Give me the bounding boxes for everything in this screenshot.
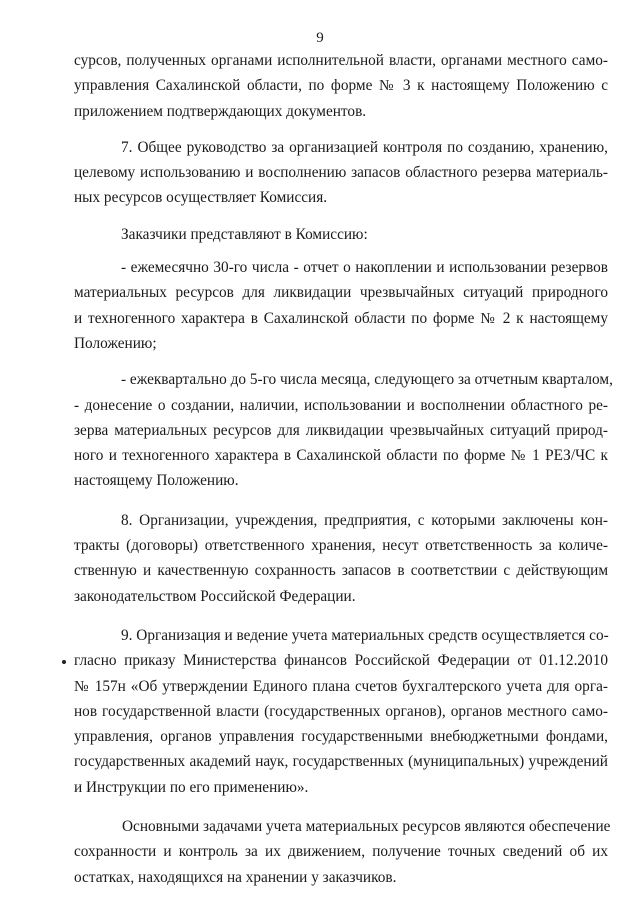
text-line: законодательством Российской Федерации.: [74, 587, 356, 605]
text-line: остатках, находящихся на хранении у заказчиков.: [74, 868, 397, 886]
paragraph-continuation: [74, 48, 608, 124]
text-line: Положению;: [74, 334, 157, 352]
text-line: 7. Общее руководство за организацией контроля по созданию, хранению,: [121, 138, 608, 156]
paragraph-8: [74, 508, 608, 609]
text-line: приложением подтверждающих документов.: [74, 102, 367, 120]
text-line: Основными задачами учета материальных ресурсов являются обеспечение: [122, 818, 611, 836]
paragraph-monthly-report: [74, 255, 608, 356]
text-line: № 157н «Об утверждении Единого плана счетов бухгалтерского учета для орга-: [74, 677, 608, 695]
text-line: ного и техногенного характера в Сахалинской области по форме № 1 РЕЗ/ЧС к: [74, 447, 608, 465]
text-line: настоящему Положению.: [74, 472, 239, 490]
text-line: - донесение о создании, наличии, использовании и восполнении областного ре-: [74, 396, 608, 414]
text-line: ственную и качественную сохранность запасов в соответствии с действующим: [74, 562, 608, 580]
paragraph-customers: [74, 222, 608, 247]
text-line: нов государственной власти (государственных органов), органов местного само-: [74, 702, 608, 720]
text-line: ных ресурсов осуществляет Комиссия.: [74, 189, 328, 207]
paragraph-7: [74, 135, 608, 211]
paragraph-quarterly-report: [74, 367, 613, 493]
text-line: управления Сахалинской области, по форме № 3 к настоящему Положению с: [74, 77, 608, 95]
paragraph-9: [74, 623, 608, 800]
text-line: сурсов, полученных органами исполнительной власти, органами местного само-: [74, 52, 608, 69]
document-body: [74, 48, 613, 890]
text-line: Заказчики представляют в Комиссию:: [121, 225, 368, 243]
margin-dot-mark: [62, 660, 66, 664]
page-number: 9: [316, 30, 324, 46]
text-line: гласно приказу Министерства финансов Российской Федерации от 01.12.2010: [74, 652, 608, 670]
text-line: и техногенного характера в Сахалинской области по форме № 2 к настоящему: [74, 309, 608, 327]
text-line: государственных академий наук, государственных (муниципальных) учреждений: [74, 753, 608, 771]
text-line: - ежеквартально до 5-го числа месяца, следующего за отчетным кварталом,: [121, 371, 613, 389]
paragraph-accounting-tasks: [74, 814, 611, 890]
text-line: зерва материальных ресурсов для ликвидации чрезвычайных ситуаций природ-: [74, 421, 608, 439]
text-line: и Инструкции по его применению».: [74, 778, 309, 796]
text-line: - ежемесячно 30-го числа - отчет о накоплении и использовании резервов: [121, 259, 608, 277]
text-line: 8. Организации, учреждения, предприятия, с которыми заключены кон-: [121, 511, 608, 529]
text-line: управления, органов управления государственными внебюджетными фондами,: [74, 728, 608, 746]
text-line: целевому использованию и восполнению запасов областного резерва материаль-: [74, 164, 608, 182]
text-line: 9. Организация и ведение учета материальных средств осуществляется со-: [121, 626, 609, 644]
text-line: тракты (договоры) ответственного хранения, несут ответственность за количе-: [74, 537, 608, 555]
text-line: материальных ресурсов для ликвидации чрезвычайных ситуаций природного: [74, 284, 608, 302]
text-line: сохранности и контроль за их движением, получение точных сведений об их: [74, 843, 608, 861]
